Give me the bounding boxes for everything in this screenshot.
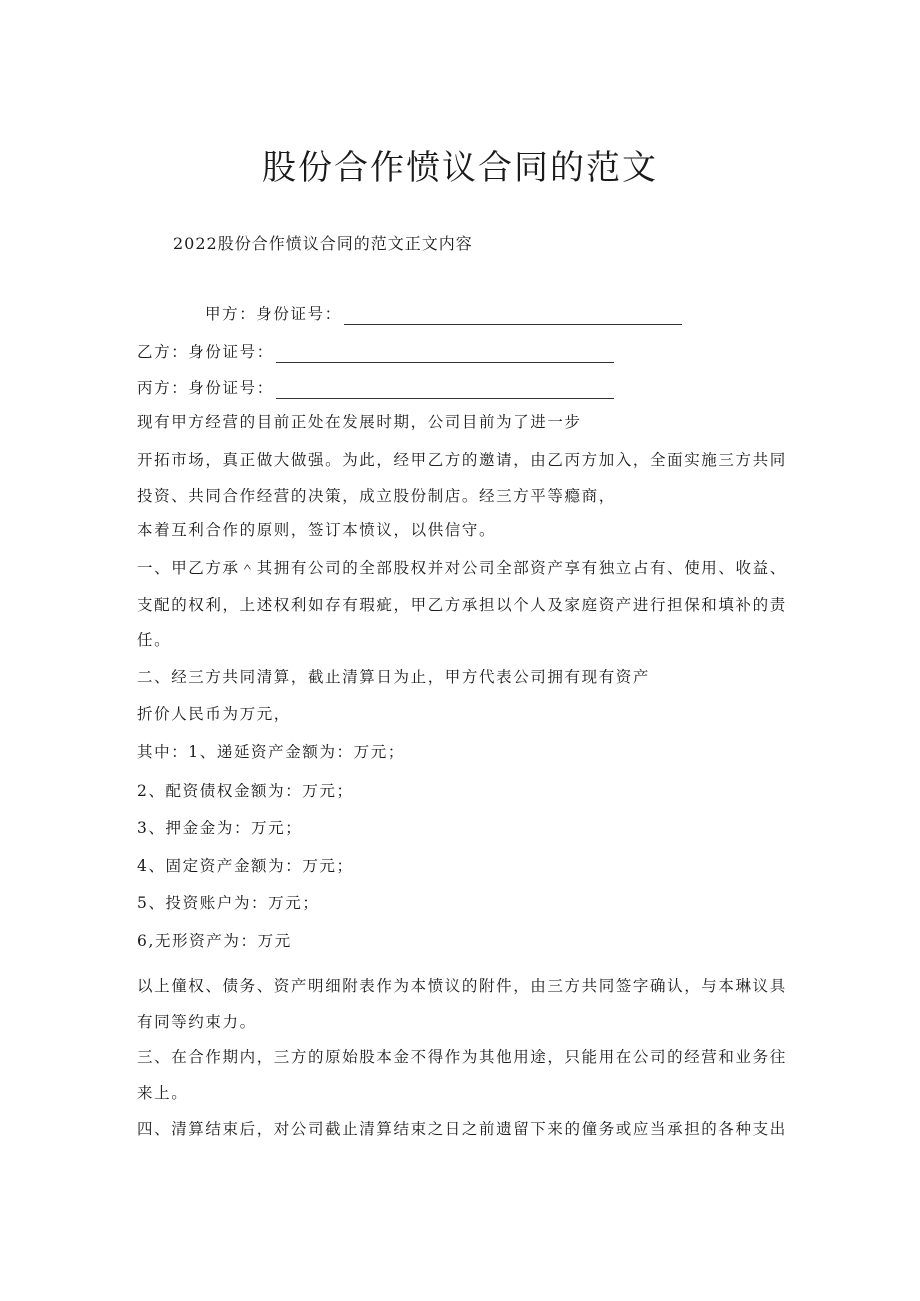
asset-item: 2、配资债权金额为：万元； <box>137 782 354 800</box>
paragraph-line: 投资、共同合作经营的决策，成立股份制店。经三方平等瘾商， <box>137 487 616 505</box>
asset-item: 6,无形资产为：万元 <box>137 932 292 950</box>
asset-item: 4、固定资产金额为：万元； <box>137 857 354 875</box>
paragraph-line: 有同等约束力。 <box>137 1013 257 1031</box>
party-b-label: 乙方：身份证号： <box>137 343 274 361</box>
party-c-field <box>137 377 614 399</box>
paragraph-line: 现有甲方经营的目前正处在发展时期，公司目前为了进一步 <box>137 413 582 431</box>
asset-item: 5、投资账户为：万元； <box>137 894 320 912</box>
clause-3-line: 来上。 <box>137 1084 189 1102</box>
party-c-id-blank <box>276 382 614 399</box>
party-a-label: 甲方：身份证号： <box>205 305 342 323</box>
paragraph-line: 本着互利合作的原则，签订本愤议，以供信守。 <box>137 521 497 539</box>
document-title: 股份合作愤议合同的范文 <box>262 148 658 188</box>
party-a-field <box>205 303 682 325</box>
clause-4-line: 四、清算结束后，对公司截止清算结束之日之前遗留下来的僮务或应当承担的各种支出 <box>137 1120 787 1138</box>
asset-item: 其中：1、递延资产金额为：万元； <box>137 743 405 761</box>
document-subtitle: 2022股份合作愤议合同的范文正文内容 <box>173 234 473 253</box>
clause-1-line: 支配的权利，上述权利如存有瑕疵，甲乙方承担以个人及家庭资产进行担保和填补的责 <box>137 596 787 614</box>
party-a-id-blank <box>344 308 682 325</box>
party-b-field <box>137 341 614 363</box>
asset-item: 3、押金金为：万元； <box>137 819 303 837</box>
clause-1-line: 任。 <box>137 631 172 649</box>
paragraph-line: 以上僮权、债务、资产明细附表作为本愤议的附件，由三方共同签字确认，与本琳议具 <box>137 977 787 995</box>
party-b-id-blank <box>276 346 614 363</box>
paragraph-line: 开拓市场，真正做大做强。为此，经甲乙方的邀请，由乙丙方加入，全面实施三方共同 <box>137 451 787 469</box>
party-c-label: 丙方：身份证号： <box>137 379 274 397</box>
clause-1-line: 一、甲乙方承＾其拥有公司的全部股权并对公司全部资产享有独立占有、使用、收益、 <box>137 559 787 577</box>
clause-3-line: 三、在合作期内，三方的原始股本金不得作为其他用途，只能用在公司的经营和业务往 <box>137 1048 787 1066</box>
clause-2-line: 折价人民币为万元， <box>137 705 291 723</box>
clause-2-line: 二、经三方共同清算，截止清算日为止，甲方代表公司拥有现有资产 <box>137 668 651 686</box>
